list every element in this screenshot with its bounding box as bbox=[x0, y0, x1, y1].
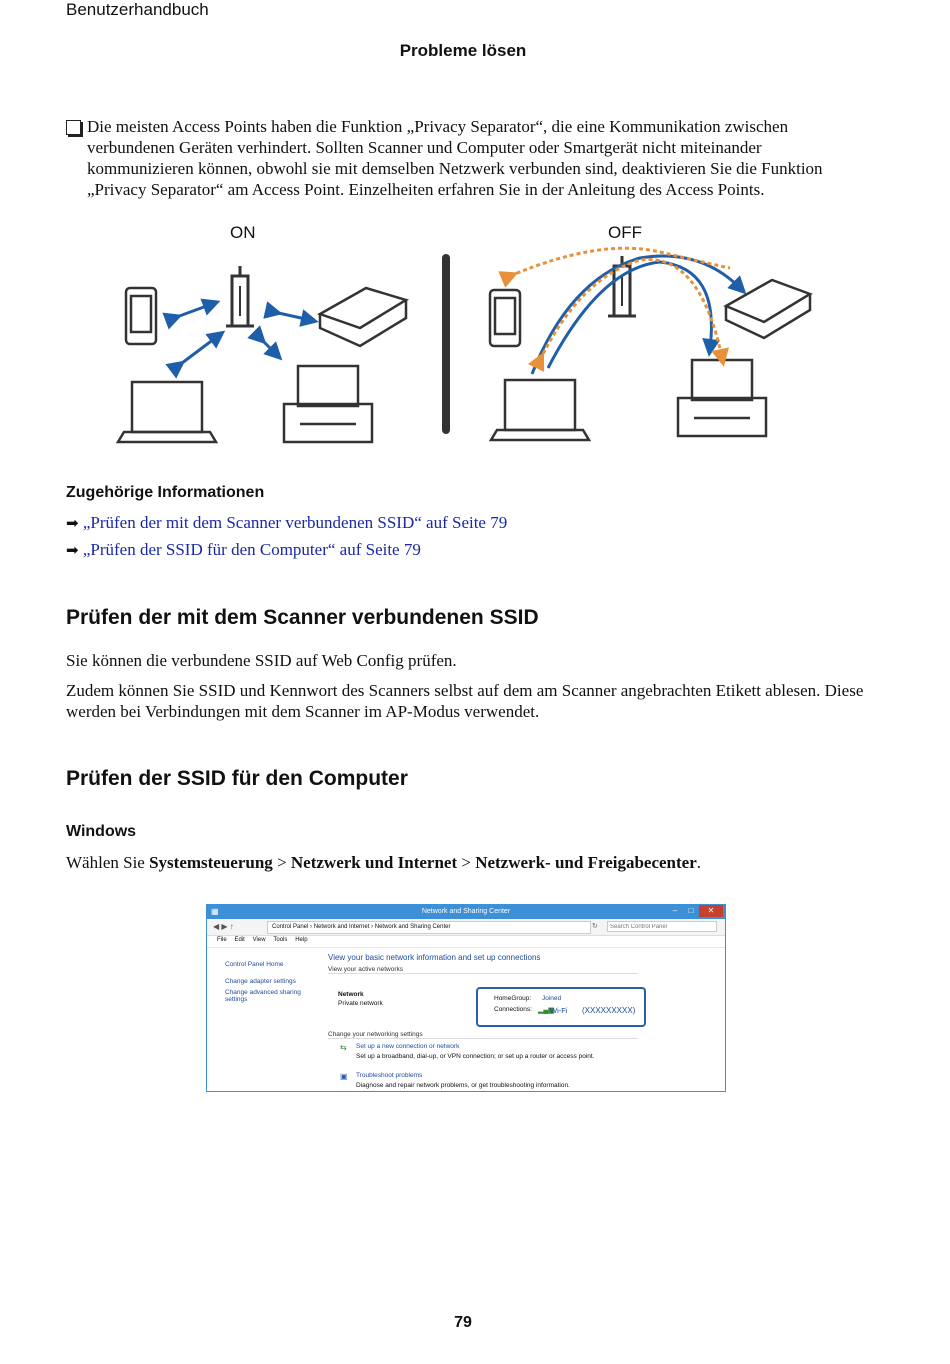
back-forward-icon[interactable]: ◀ ▶ ↑ bbox=[213, 922, 234, 931]
window-app-icon: ▦ bbox=[211, 907, 219, 916]
privacy-separator-figure bbox=[100, 218, 830, 450]
on-access-point-icon bbox=[226, 266, 254, 326]
related-link-2[interactable] bbox=[66, 539, 421, 561]
breadcrumb[interactable]: Control Panel › Network and Internet › Network and Sharing Center bbox=[267, 921, 591, 934]
arrow-right-icon: ➡ bbox=[66, 514, 79, 532]
connections-label: Connections: bbox=[494, 1006, 532, 1013]
search-input[interactable] bbox=[607, 921, 717, 932]
instruction-end: . bbox=[696, 853, 702, 872]
instruction-separator: > bbox=[272, 853, 291, 872]
section-heading-computer-ssid: Prüfen der SSID für den Computer bbox=[66, 767, 408, 790]
off-connection-arrows bbox=[510, 248, 740, 374]
on-label: ON bbox=[230, 223, 256, 242]
task-setup-connection[interactable]: Set up a new connection or network bbox=[356, 1043, 460, 1050]
network-type: Private network bbox=[338, 1000, 383, 1007]
on-connection-arrows bbox=[174, 304, 310, 366]
minimize-icon[interactable]: – bbox=[672, 906, 678, 915]
connection-highlight-box bbox=[476, 987, 646, 1027]
instruction-separator: > bbox=[457, 853, 476, 872]
on-laptop-icon bbox=[118, 382, 216, 442]
chapter-title: Probleme lösen bbox=[399, 41, 527, 60]
section1-paragraph-1: Sie können die verbundene SSID auf Web Config prüfen. bbox=[66, 651, 457, 670]
related-link-1-text[interactable]: „Prüfen der mit dem Scanner verbundenen SSID“ auf Seite 79 bbox=[82, 513, 508, 532]
windows-subheading: Windows bbox=[66, 823, 137, 840]
section-heading-scanner-ssid: Prüfen der mit dem Scanner verbundenen SSID bbox=[66, 606, 539, 629]
on-smartphone-icon bbox=[126, 288, 156, 344]
related-info-heading: Zugehörige Informationen bbox=[66, 484, 265, 501]
maximize-icon[interactable]: □ bbox=[688, 906, 694, 915]
troubleshoot-icon: ▣ bbox=[340, 1072, 348, 1081]
breadcrumb-control-panel[interactable]: Control Panel bbox=[272, 924, 309, 930]
address-bar bbox=[207, 919, 725, 936]
window-titlebar bbox=[207, 905, 725, 919]
network-name: Network bbox=[338, 991, 364, 998]
homegroup-value[interactable]: Joined bbox=[542, 995, 562, 1002]
task-troubleshoot-desc: Diagnose and repair network problems, or get troubleshooting information. bbox=[356, 1082, 570, 1089]
instruction-systemsteuerung: Systemsteuerung bbox=[149, 853, 273, 872]
on-printer-icon bbox=[284, 366, 372, 442]
related-link-2-text[interactable]: „Prüfen der SSID für den Computer“ auf Seite 79 bbox=[82, 540, 421, 559]
off-smartphone-icon bbox=[490, 290, 520, 346]
ssid-value: (XXXXXXXXX) bbox=[582, 1006, 636, 1015]
task-setup-desc: Set up a broadband, dial-up, or VPN connection; or set up a router or access point. bbox=[356, 1053, 595, 1060]
page-number: 79 bbox=[454, 1314, 472, 1331]
sidebar-control-panel-home[interactable]: Control Panel Home bbox=[225, 961, 284, 968]
menu-file[interactable]: File bbox=[217, 937, 227, 943]
connections-value[interactable]: Wi-Fi bbox=[550, 1006, 568, 1015]
off-printer-icon bbox=[678, 360, 766, 436]
wifi-signal-icon: ▂▄▆ bbox=[538, 1007, 554, 1014]
task-troubleshoot[interactable]: Troubleshoot problems bbox=[356, 1072, 423, 1079]
main-title: View your basic network information and set up connections bbox=[328, 953, 541, 962]
breadcrumb-network-internet[interactable]: Network and Internet bbox=[313, 924, 370, 930]
menu-tools[interactable]: Tools bbox=[273, 937, 288, 943]
close-icon[interactable]: ✕ bbox=[699, 905, 723, 917]
privacy-separator-paragraph: Die meisten Access Points haben die Funktion „Privacy Separator“, die eine Kommunikation zwischen verbundenen Geräten verhindert. Sollten Scanner und Computer oder Smartgerät nicht miteinander kommunizieren können, obwohl sie mit demselben Netzwerk verbunden sind, deaktivieren Sie die Funktion „Privacy Separator“ am Access Point. Einzelheiten erfahren Sie in der Anleitung des Access Points. bbox=[87, 117, 823, 199]
sidebar-change-adapter[interactable]: Change adapter settings bbox=[225, 978, 296, 985]
menu-view[interactable]: View bbox=[252, 937, 266, 943]
breadcrumb-sharing-center[interactable]: Network and Sharing Center bbox=[374, 924, 451, 930]
main-pane bbox=[328, 953, 725, 1091]
off-laptop-icon bbox=[491, 380, 589, 440]
homegroup-label: HomeGroup: bbox=[494, 995, 532, 1002]
refresh-icon[interactable]: ↻ bbox=[592, 923, 598, 930]
network-sharing-center-screenshot bbox=[206, 904, 726, 1092]
instruction-prefix: Wählen Sie bbox=[66, 853, 150, 872]
menu-bar bbox=[207, 936, 725, 948]
sidebar-change-advanced-sharing[interactable]: Change advanced sharing settings bbox=[225, 989, 301, 1003]
related-link-1[interactable] bbox=[66, 512, 507, 534]
change-settings-label: Change your networking settings bbox=[328, 1031, 638, 1039]
new-connection-icon: ⇆ bbox=[340, 1043, 347, 1052]
menu-help[interactable]: Help bbox=[295, 937, 308, 943]
windows-instruction bbox=[66, 852, 886, 873]
off-label: OFF bbox=[608, 223, 642, 242]
sidebar bbox=[225, 961, 325, 1003]
bullet-checkbox-icon bbox=[66, 120, 81, 135]
instruction-freigabecenter: Netzwerk- und Freigabecenter bbox=[475, 853, 697, 872]
menu-edit[interactable]: Edit bbox=[234, 937, 245, 943]
window-title: Network and Sharing Center bbox=[421, 908, 511, 915]
document-title: Benutzerhandbuch bbox=[66, 0, 209, 19]
section1-paragraph-2: Zudem können Sie SSID und Kennwort des Scanners selbst auf dem am Scanner angebrachten Etikett ablesen. Diese werden bei Verbindungen mit dem Scanner im AP-Modus verwendet. bbox=[66, 681, 864, 721]
instruction-netzwerk-internet: Netzwerk und Internet bbox=[290, 853, 458, 872]
active-networks-label: View your active networks bbox=[328, 966, 638, 974]
arrow-right-icon: ➡ bbox=[66, 541, 79, 559]
on-scanner-icon bbox=[320, 288, 406, 346]
